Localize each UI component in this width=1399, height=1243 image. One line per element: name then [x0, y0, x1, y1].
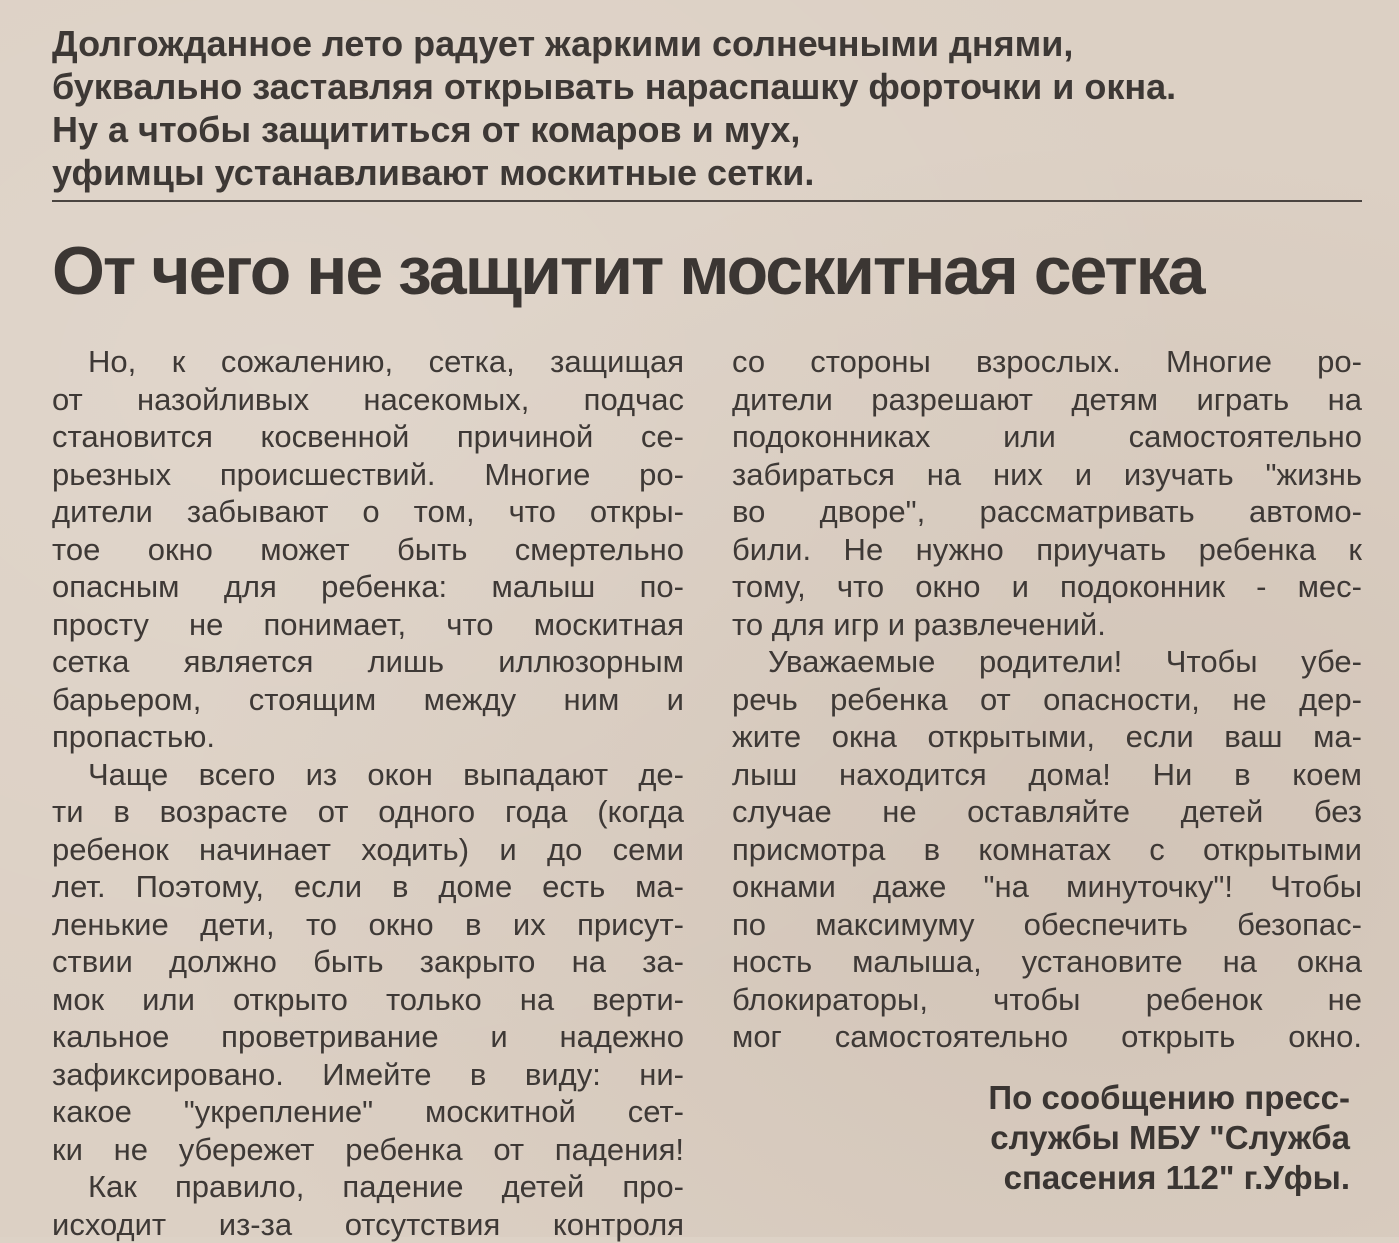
lead-line: буквально заставляя открывать нараспашку форточки и окна.	[52, 65, 1352, 108]
text-line: подоконниках или самостоятельно	[732, 418, 1362, 456]
text-line: рьезных происшествий. Многие ро-	[52, 456, 684, 494]
text-line: ребенок начинает ходить) и до семи	[52, 831, 684, 869]
text-line: тое окно может быть смертельно	[52, 531, 684, 569]
press-service-credit	[820, 1078, 1350, 1198]
text-line: тому, что окно и подоконник - мес-	[732, 568, 1362, 606]
text-line: ленькие дети, то окно в их присут-	[52, 906, 684, 944]
text-line: ствии должно быть закрыто на за-	[52, 943, 684, 981]
lead-paragraph	[52, 22, 1352, 194]
text-line: забираться на них и изучать "жизнь	[732, 456, 1362, 494]
text-line: жите окна открытыми, если ваш ма-	[732, 718, 1362, 756]
text-line: пропастью.	[52, 718, 684, 756]
text-line: блокираторы, чтобы ребенок не	[732, 981, 1362, 1019]
text-line: речь ребенка от опасности, не дер-	[732, 681, 1362, 719]
credit-line: службы МБУ "Служба	[820, 1118, 1350, 1158]
text-line: во дворе", рассматривать автомо-	[732, 493, 1362, 531]
lead-line: уфимцы устанавливают москитные сетки.	[52, 151, 1352, 194]
text-line: сетка является лишь иллюзорным	[52, 643, 684, 681]
text-line: ки не убережет ребенка от падения!	[52, 1131, 684, 1169]
text-line: то для игр и развлечений.	[732, 606, 1362, 644]
text-line: кальное проветривание и надежно	[52, 1018, 684, 1056]
text-line: Уважаемые родители! Чтобы убе-	[732, 643, 1362, 681]
text-line: какое "укрепление" москитной сет-	[52, 1093, 684, 1131]
text-line: становится косвенной причиной се-	[52, 418, 684, 456]
text-line: опасным для ребенка: малыш по-	[52, 568, 684, 606]
left-column	[52, 343, 684, 1243]
text-line: исходит из-за отсутствия контроля	[52, 1206, 684, 1243]
text-line: барьером, стоящим между ним и	[52, 681, 684, 719]
text-line: Но, к сожалению, сетка, защищая	[52, 343, 684, 381]
text-line: лыш находится дома! Ни в коем	[732, 756, 1362, 794]
credit-line: По сообщению пресс-	[820, 1078, 1350, 1118]
right-column	[732, 343, 1362, 1056]
text-line: лет. Поэтому, если в доме есть ма-	[52, 868, 684, 906]
lead-line: Долгожданное лето радует жаркими солнечными днями,	[52, 22, 1352, 65]
text-line: зафиксировано. Имейте в виду: ни-	[52, 1056, 684, 1094]
text-line: Как правило, падение детей про-	[52, 1168, 684, 1206]
text-line: дители забывают о том, что откры-	[52, 493, 684, 531]
text-line: присмотра в комнатах с открытыми	[732, 831, 1362, 869]
divider-rule	[52, 200, 1362, 202]
text-line: по максимуму обеспечить безопас-	[732, 906, 1362, 944]
credit-line: спасения 112" г.Уфы.	[820, 1158, 1350, 1198]
lead-line: Ну а чтобы защититься от комаров и мух,	[52, 108, 1352, 151]
text-line: дители разрешают детям играть на	[732, 381, 1362, 419]
text-line: просту не понимает, что москитная	[52, 606, 684, 644]
text-line: от назойливых насекомых, подчас	[52, 381, 684, 419]
text-line: со стороны взрослых. Многие ро-	[732, 343, 1362, 381]
text-line: случае не оставляйте детей без	[732, 793, 1362, 831]
text-line: мог самостоятельно открыть окно.	[732, 1018, 1362, 1056]
text-line: били. Не нужно приучать ребенка к	[732, 531, 1362, 569]
text-line: ти в возрасте от одного года (когда	[52, 793, 684, 831]
text-line: ность малыша, установите на окна	[732, 943, 1362, 981]
text-line: Чаще всего из окон выпадают де-	[52, 756, 684, 794]
text-line: окнами даже "на минуточку"! Чтобы	[732, 868, 1362, 906]
article-headline: От чего не защитит москитная сетка	[52, 227, 1372, 315]
text-line: мок или открыто только на верти-	[52, 981, 684, 1019]
